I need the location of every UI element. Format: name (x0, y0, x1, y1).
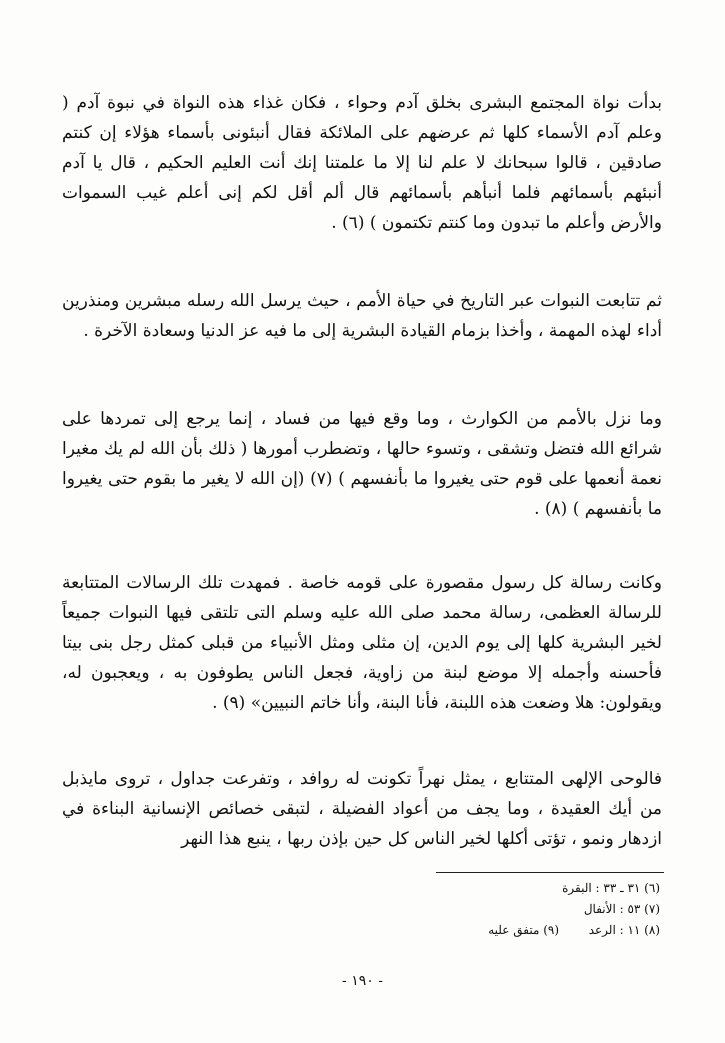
footnote-item (330, 899, 660, 920)
footnote-number: (٦) (644, 881, 660, 895)
footnote-text: متفق عليه (488, 923, 540, 937)
footnote-item (330, 920, 660, 941)
footnotes-list (330, 878, 660, 941)
paragraph-calamities-of-nations: وما نزل بالأمم من الكوارث ، وما وقع فيها من فساد ، إنما يرجع إلى تمردها على شرائع الله فتضل وتشقى ، وتسوء حالها ، وتضطرب أمورها ( ذلك بأن الله لم يك مغيرا نعمة أنعمها على قوم حتى يغيروا ما بأنفسهم ) (٧) (إن الله لا يغير ما بقوم حتى يغيروا ما بأنفسهم ) (٨) . (62, 409, 662, 519)
page-number: - ١٩٠ - (342, 973, 383, 989)
paragraph-succession-of-prophecies: ثم تتابعت النبوات عبر التاريخ في حياة الأمم ، حيث يرسل الله رسله مبشرين ومنذرين أداء لهذه المهمة ، وأخذا بزمام القيادة البشرية إلى ما فيه عز الدنيا وسعادة الآخرة . (62, 291, 662, 341)
footnote-number: (٨) (644, 923, 660, 937)
footnote-text: ٣١ ـ ٣٣ : البقرة (562, 881, 641, 895)
footnote-text: ١١ : الرعد (588, 923, 641, 937)
footnote-number: (٩) (543, 923, 560, 937)
paragraph-final-message: وكانت رسالة كل رسول مقصورة على قومه خاصة . فمهدت تلك الرسالات المتتابعة للرسالة العظمى، رسالة محمد صلى الله عليه وسلم التى تلتقى فيها النبوات جميعاً لخير البشرية كلها إلى يوم الدين، إن مثلى ومثل الأنبياء من قبلى كمثل رجل بنى بيتا فأحسنه وأجمله إلا موضع لبنة من زاوية، فجعل الناس يطوفون به ، ويعجبون له، ويقولون: هلا وضعت هذه اللبنة، فأنا البنة، وأنا خاتم النبيين» (٩) . (62, 573, 662, 713)
footnote-text: ٥٣ : الأنفال (583, 902, 641, 916)
footnote-divider (436, 872, 664, 873)
footnote-item (330, 878, 660, 899)
paragraph-adam-creation: بدأت نواة المجتمع البشرى بخلق آدم وحواء ، فكان غذاء هذه النواة في نبوة آدم ( وعلم آدم الأسماء كلها ثم عرضهم على الملائكة فقال أنبئونى بأسماء هؤلاء إن كنتم صادقين ، قالوا سبحانك لا علم لنا إلا ما علمتنا إنك أنت العليم الحكيم ، قال يا آدم أنبئهم بأسمائهم فلما أنبأهم بأسمائهم قال ألم أقل لكم إنى أعلم غيب السموات والأرض وأعلم ما تبدون وما كنتم تكتمون ) (٦) . (62, 93, 662, 233)
paragraph-divine-revelation: فالوحى الإلهى المتتابع ، يمثل نهراً تكونت له روافد ، وتفرعت جداول ، تروى مايذبل من أيك العقيدة ، وما يجف من أعواد الفضيلة ، لتبقى خصائص الإنسانية البناءة في ازدهار ونمو ، تؤتى أكلها لخير الناس كل حين بإذن ربها ، ينبع هذا النهر (62, 769, 662, 849)
footnote-number: (٧) (644, 902, 660, 916)
